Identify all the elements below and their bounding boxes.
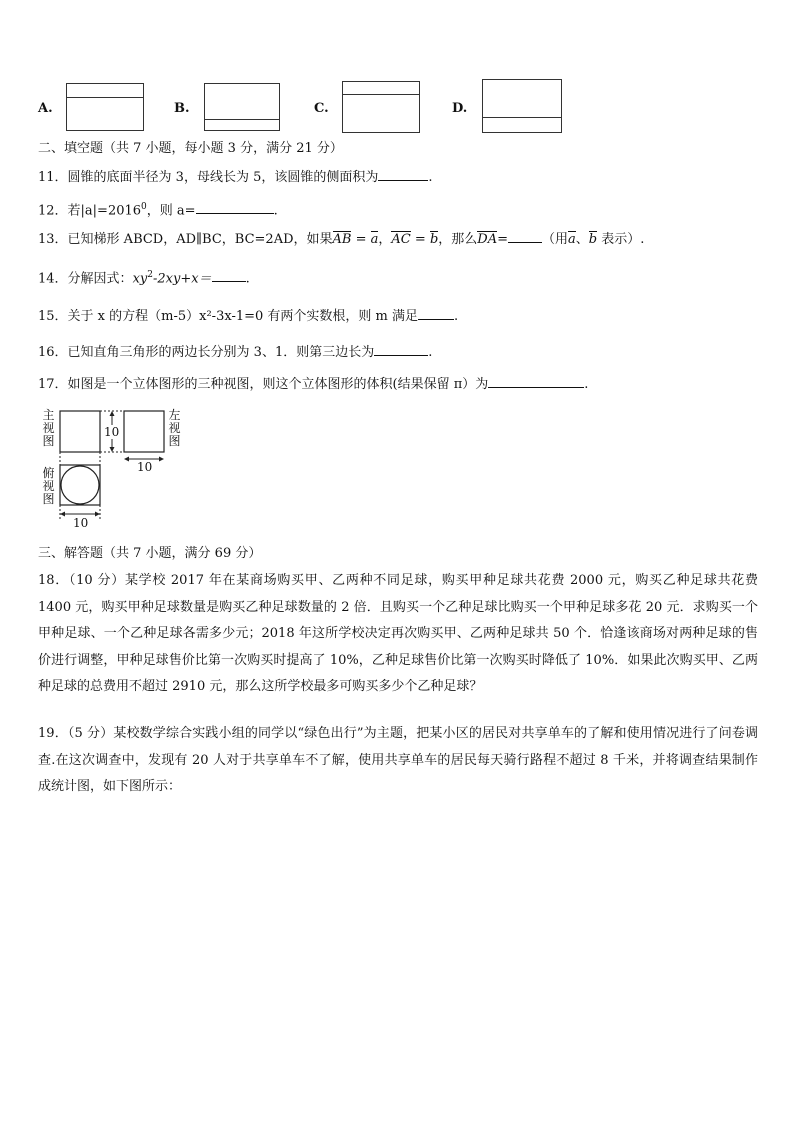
option-c-label: C. bbox=[314, 101, 329, 116]
question-12: 12．若$|a|=2016^0$，则 a= . bbox=[38, 202, 278, 219]
height-dimension: 10 bbox=[104, 425, 120, 439]
option-a-figure bbox=[66, 83, 144, 131]
question-18: 18．（10 分）某学校 2017 年在某商场购买甲、乙两种不同足球，购买甲种足球共花费 2000 元，购买乙种足球共花费 1400 元，购买甲种足球数量是购买乙种足球数量的 2 倍．且购买一个乙种足球比购买一个甲种足球多花 20 元．求购买一个甲种足球、一个乙种足球各需多少元；2018 年这所学校决定再次购买甲、乙两种足球共 50 个．恰逢该商场对两种足球的售价进行调整，甲种足球售价比第一次购买时提高了 10%，乙种足球售价比第一次购买时降低了 10%．如果此次购买甲、乙两种足球的总费用不超过 2910 元，那么这所学校最多可购买多少个乙种足球？ bbox=[38, 573, 758, 694]
question-17: 17．如图是一个立体图形的三种视图，则这个立体图形的体积(结果保留 π）为 . bbox=[38, 377, 589, 392]
question-15: 15．关于 x 的方程（m-5）x²-3x-1=0 有两个实数根，则 m 满足 . bbox=[38, 309, 459, 324]
top-width-dimension: 10 bbox=[73, 516, 89, 530]
question-11: 11．圆锥的底面半径为 3，母线长为 5，该圆锥的侧面积为 . bbox=[38, 170, 433, 185]
front-view-label: 主视图 bbox=[42, 408, 55, 448]
question-13: 13．已知梯形 ABCD，AD∥BC，BC=2AD，如果AB = a，AC = b，那么DA= （用a、b 表示）. bbox=[38, 232, 645, 247]
question-16: 16．已知直角三角形的两边长分别为 3、1．则第三边长为 . bbox=[38, 345, 433, 360]
option-d-figure bbox=[482, 79, 562, 133]
option-c-figure bbox=[342, 81, 420, 133]
section3-heading: 三、解答题（共 7 小题，满分 69 分） bbox=[38, 546, 262, 561]
option-b-label: B. bbox=[174, 101, 190, 116]
question-14: 14．分解因式：$xy^2-2xy+x=$ . bbox=[38, 270, 250, 287]
left-view-label: 左视图 bbox=[168, 408, 181, 448]
option-b-figure bbox=[204, 83, 280, 131]
top-view-label: 俯视图 bbox=[42, 466, 55, 506]
question-19: 19．（5 分）某校数学综合实践小组的同学以“绿色出行”为主题，把某小区的居民对共享单车的了解和使用情况进行了问卷调查.在这次调查中，发现有 20 人对于共享单车不了解，使用共享单车的居民每天骑行路程不超过 8 千米，并将调查结果制作成统计图，如下图所示： bbox=[38, 726, 758, 794]
option-a-label: A. bbox=[38, 101, 53, 116]
three-views-drawing bbox=[40, 403, 190, 533]
section2-heading: 二、填空题（共 7 小题，每小题 3 分，满分 21 分） bbox=[38, 141, 343, 156]
three-views-figure bbox=[40, 403, 190, 533]
option-d-label: D. bbox=[452, 101, 468, 116]
left-width-dimension: 10 bbox=[137, 460, 153, 474]
